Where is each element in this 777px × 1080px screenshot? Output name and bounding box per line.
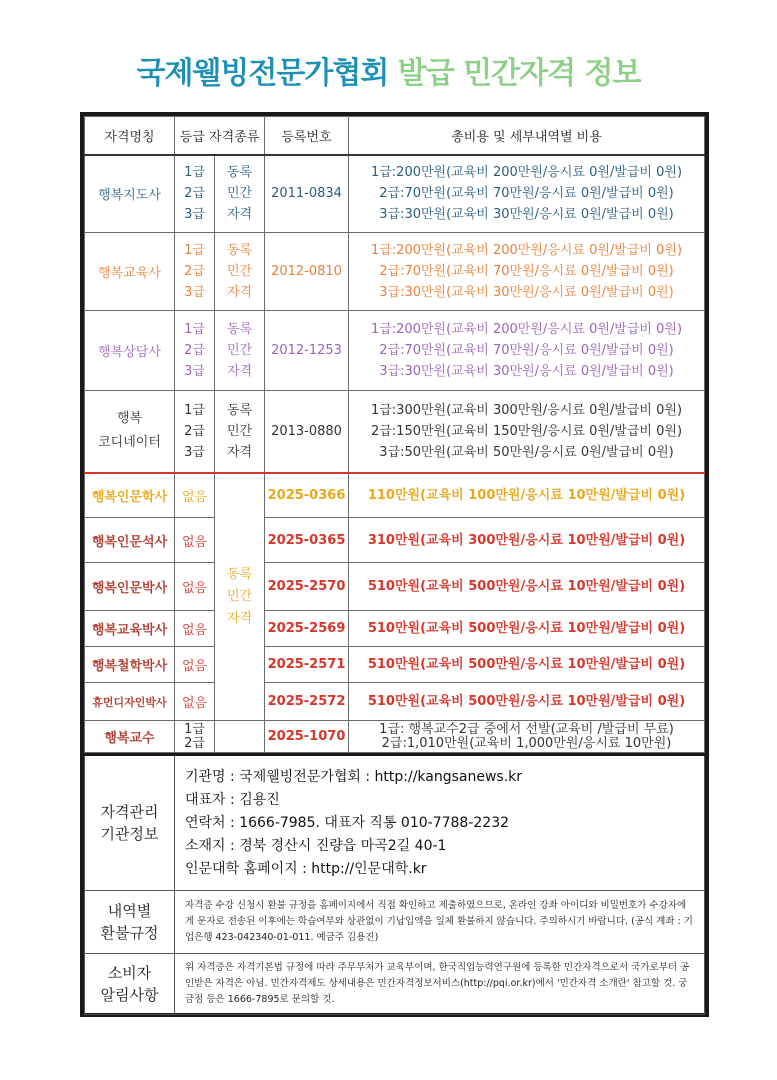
grade-cell: 1급 2급 3급 bbox=[175, 233, 215, 311]
cost-cell: 510만원(교육비 500만원/응시료 10만원/발급비 0원) bbox=[349, 611, 705, 647]
table-row bbox=[85, 518, 705, 563]
table-row bbox=[85, 233, 705, 311]
title-suffix: 발급 민간자격 정보 bbox=[397, 56, 641, 91]
cost-cell: 1급: 행복교수2급 중에서 선발(교육비 /발급비 무료) 2급:1,010만원(교육비 1,000만원/응시료 10만원) bbox=[349, 721, 705, 753]
reg-number: 2025-0366 bbox=[265, 473, 349, 518]
grade-cell: 없음 bbox=[175, 611, 215, 647]
type-cell: 동록 민간 자격 bbox=[215, 311, 265, 391]
reg-number: 2012-0810 bbox=[265, 233, 349, 311]
cert-name: 행복지도사 bbox=[85, 155, 175, 233]
org-info-row bbox=[85, 755, 705, 891]
cert-name: 행복교육사 bbox=[85, 233, 175, 311]
header-grade-type: 등급 자격종류 bbox=[175, 117, 265, 155]
notice-heading: 소비자 알림사항 bbox=[85, 954, 175, 1015]
cost-cell: 1급:200만원(교육비 200만원/응시료 0원/발급비 0원) 2급:70만원(교육비 70만원/응시료 0원/발급비 0원) 3급:30만원(교육비 30만원/응시료 0원/발급비 0원) bbox=[349, 311, 705, 391]
certification-table bbox=[84, 116, 705, 753]
reg-number: 2012-1253 bbox=[265, 311, 349, 391]
cert-name: 행복인문학사 bbox=[85, 473, 175, 518]
cert-name: 행복교수 bbox=[85, 721, 175, 753]
cost-cell: 110만원(교육비 100만원/응시료 10만원/발급비 0원) bbox=[349, 473, 705, 518]
cert-name: 행복교육박사 bbox=[85, 611, 175, 647]
org-info-body bbox=[175, 755, 705, 891]
reg-number: 2013-0880 bbox=[265, 391, 349, 473]
type-cell: 동록 민간 자격 bbox=[215, 155, 265, 233]
table-row bbox=[85, 391, 705, 473]
reg-number: 2025-1070 bbox=[265, 721, 349, 753]
grade-cell: 없음 bbox=[175, 683, 215, 721]
org-contact: 연락처 : 1666-7985. 대표자 직통 010-7788-2232 bbox=[185, 814, 510, 831]
grade-cell: 없음 bbox=[175, 473, 215, 518]
title-org: 국제웰빙전문가협회 bbox=[136, 56, 389, 91]
header-reg: 등록번호 bbox=[265, 117, 349, 155]
table-row bbox=[85, 647, 705, 683]
cost-cell: 1급:200만원(교육비 200만원/응시료 0원/발급비 0원) 2급:70만원(교육비 70만원/응시료 0원/발급비 0원) 3급:30만원(교육비 30만원/응시료 0원/발급비 0원) bbox=[349, 233, 705, 311]
notice-row bbox=[85, 954, 705, 1015]
grade-cell: 없음 bbox=[175, 563, 215, 611]
cost-cell: 310만원(교육비 300만원/응시료 10만원/발급비 0원) bbox=[349, 518, 705, 563]
cert-name: 행복상담사 bbox=[85, 311, 175, 391]
cert-name: 행복인문석사 bbox=[85, 518, 175, 563]
table-row bbox=[85, 611, 705, 647]
table-row bbox=[85, 155, 705, 233]
cert-name: 행복인문박사 bbox=[85, 563, 175, 611]
type-cell: 동록 민간 자격 bbox=[215, 233, 265, 311]
cost-cell: 1급:200만원(교육비 200만원/응시료 0원/발급비 0원) 2급:70만원(교육비 70만원/응시료 0원/발급비 0원) 3급:30만원(교육비 30만원/응시료 0원/발급비 0원) bbox=[349, 155, 705, 233]
type-cell: 동록 민간 자격 bbox=[215, 391, 265, 473]
cert-name: 행복 코디네이터 bbox=[85, 391, 175, 473]
refund-text: 자격증 수강 신청시 환불 규정을 홈페이지에서 직접 확인하고 제출하였으므로, 온라인 강좌 아이디와 비밀번호가 수강자에게 문자로 전송된 이후에는 학습여부와 상관없이 기납입액을 일체 환불하지 않습니다. 주의하시기 바랍니다. (공식 계좌 : 기업은행 423-042340-01-011. 예금주 김용진) bbox=[175, 891, 705, 954]
reg-number: 2025-2572 bbox=[265, 683, 349, 721]
header-name: 자격명칭 bbox=[85, 117, 175, 155]
type-cell: 동록 민간 자격 bbox=[215, 473, 265, 721]
table-row bbox=[85, 721, 705, 753]
notice-text: 위 자격증은 자격기본법 규정에 따라 주무부처가 교육부이며, 한국직업능력연구원에 등록한 민간자격으로서 국가로부터 공인받은 자격은 아님. 민간자격제도 상세내용은 민간자격정보서비스(http://pqi.or.kr)에서 '민간자격 소개란' 참고할 것. 궁금점 등은 1666-7895로 문의할 것. bbox=[175, 954, 705, 1015]
page-title bbox=[0, 48, 777, 92]
refund-row bbox=[85, 891, 705, 954]
grade-cell: 없음 bbox=[175, 647, 215, 683]
cost-cell: 510만원(교육비 500만원/응시료 10만원/발급비 0원) bbox=[349, 563, 705, 611]
reg-number: 2025-0365 bbox=[265, 518, 349, 563]
refund-heading: 내역별 환불규정 bbox=[85, 891, 175, 954]
org-rep: 대표자 : 김용진 bbox=[185, 791, 280, 808]
table-row bbox=[85, 563, 705, 611]
table-header bbox=[85, 117, 705, 155]
cert-name: 행복철학박사 bbox=[85, 647, 175, 683]
info-table bbox=[84, 753, 705, 1015]
grade-cell: 1급 2급 3급 bbox=[175, 155, 215, 233]
reg-number: 2025-2570 bbox=[265, 563, 349, 611]
reg-number: 2025-2569 bbox=[265, 611, 349, 647]
cost-cell: 510만원(교육비 500만원/응시료 10만원/발급비 0원) bbox=[349, 647, 705, 683]
org-info-heading: 자격관리 기관정보 bbox=[85, 755, 175, 891]
grade-cell: 1급 2급 3급 bbox=[175, 311, 215, 391]
org-name: 기관명 : 국제웰빙전문가협회 : http://kangsanews.kr bbox=[185, 768, 523, 785]
table-row bbox=[85, 473, 705, 518]
grade-cell: 1급 2급 3급 bbox=[175, 391, 215, 473]
type-cell-empty bbox=[215, 721, 265, 753]
grade-cell: 없음 bbox=[175, 518, 215, 563]
header-cost: 총비용 및 세부내역별 비용 bbox=[349, 117, 705, 155]
reg-number: 2025-2571 bbox=[265, 647, 349, 683]
reg-number: 2011-0834 bbox=[265, 155, 349, 233]
cost-cell: 1급:300만원(교육비 300만원/응시료 0원/발급비 0원) 2급:150만원(교육비 150만원/응시료 0원/발급비 0원) 3급:50만원(교육비 50만원/응시료 0원/발급비 0원) bbox=[349, 391, 705, 473]
cost-cell: 510만원(교육비 500만원/응시료 10만원/발급비 0원) bbox=[349, 683, 705, 721]
table-row bbox=[85, 311, 705, 391]
grade-cell: 1급 2급 bbox=[175, 721, 215, 753]
cert-name: 휴먼디자인박사 bbox=[85, 683, 175, 721]
org-homepage: 인문대학 홈페이지 : http://인문대학.kr bbox=[185, 860, 427, 877]
table-row bbox=[85, 683, 705, 721]
org-address: 소재지 : 경북 경산시 진량읍 마곡2길 40-1 bbox=[185, 837, 447, 854]
info-frame bbox=[80, 112, 709, 1017]
